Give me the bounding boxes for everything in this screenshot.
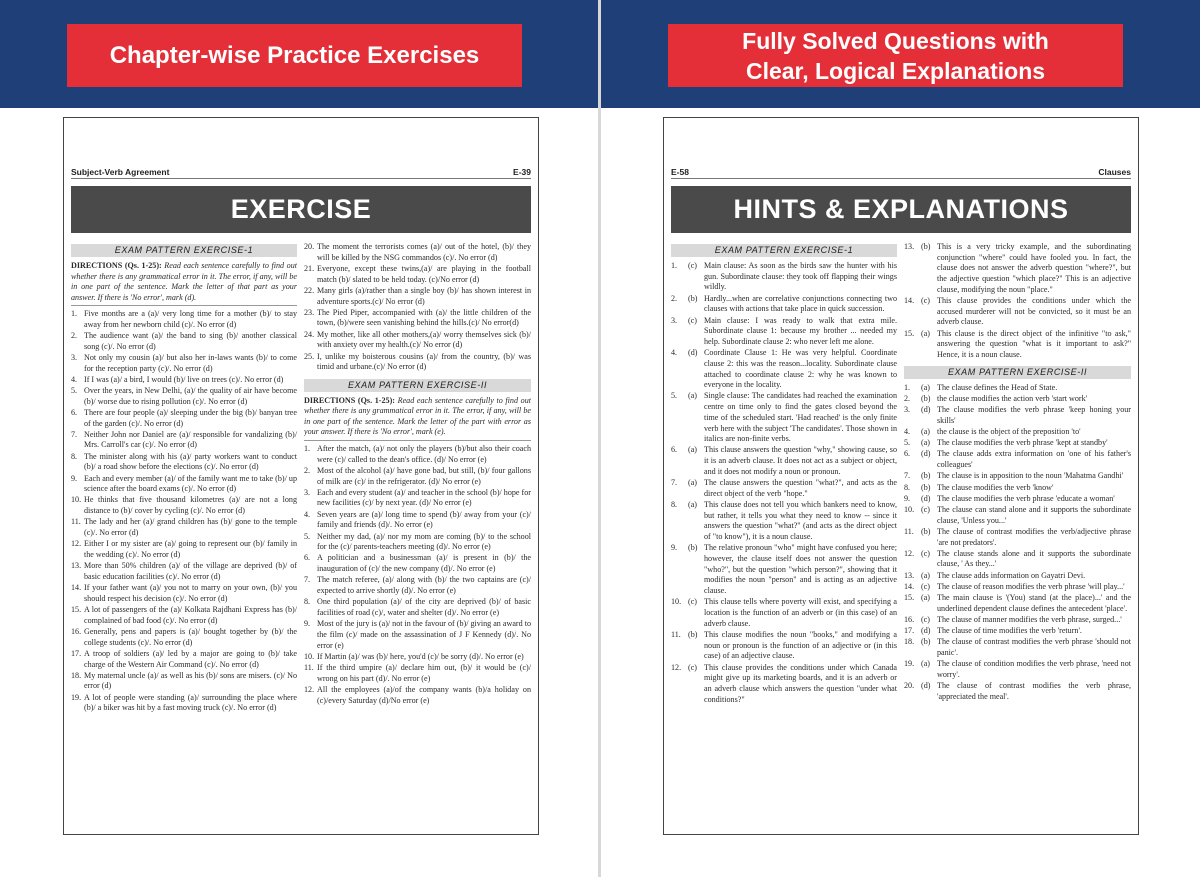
hint-text: The clause can stand alone and it supports the subordinate clause, 'Unless you...' [937, 504, 1131, 525]
hint-item [671, 663, 897, 706]
answer-key: (c) [921, 615, 930, 624]
question-number: 3. [304, 487, 311, 497]
hint-number: 15. [904, 328, 915, 338]
hint-number: 12. [671, 662, 682, 672]
directions-lead: DIRECTIONS (Qs. 1-25): [304, 395, 395, 405]
question-text: The lady and her (a)/ grand children has (b)/ gone to the temple (c)/. No error (d) [84, 517, 297, 538]
hint-item [671, 316, 897, 348]
question-number: 1. [71, 309, 78, 318]
hint-text: Hardly...when are correlative conjunctions connecting two clauses with actions that take place in quick succession. [704, 293, 897, 314]
question-item [304, 444, 531, 465]
hint-item [904, 438, 1131, 449]
hint-text: The clause modifies the verb phrase 'educate a woman' [937, 493, 1115, 503]
hint-text: Coordinate Clause 1: He was very helpful. Coordinate clause 2: this was the reason...locality. Subordinate clause attached to coordinate clause 2: why he was known to everyone in the locality. [704, 348, 897, 390]
question-text: Many girls (a)/rather than a single boy (b)/ has shown interest in adventure sports.(c)/ No error (d) [317, 285, 531, 306]
page-number: E-58 [671, 167, 689, 177]
question-number: 19. [71, 692, 82, 702]
question-item [304, 488, 531, 509]
hint-text: The clause is in apposition to the noun 'Mahatma Gandhi' [937, 471, 1124, 481]
answer-key: (b) [921, 242, 931, 251]
answer-key: (a) [921, 438, 930, 448]
question-item [304, 532, 531, 553]
hint-text: The clause stands alone and it supports the subordinate clause, ' As they...' [937, 548, 1131, 569]
question-number: 5. [304, 531, 311, 541]
question-number: 14. [71, 583, 82, 593]
hint-text: The main clause is '(You) stand (at the place)...' and the underlined dependent clause defines the antecedent 'place'. [937, 593, 1131, 613]
hint-item [904, 637, 1131, 658]
hint-item [671, 478, 897, 499]
hint-item [904, 681, 1131, 702]
hint-text: This clause provides the conditions under which the accused murderer will not be convicted, so it must be an adverb clause. [937, 296, 1131, 327]
question-text: Neither my dad, (a)/ nor my mom are coming (b)/ to the school for the (c)/ parents-teachers meeting (d)/. No error (e) [317, 531, 531, 552]
answer-key: (b) [921, 637, 931, 647]
hint-item [904, 505, 1131, 526]
hint-number: 5. [904, 438, 911, 448]
question-item [71, 517, 297, 538]
answer-key: (d) [688, 348, 698, 358]
answer-key: (a) [688, 391, 697, 401]
answer-key: (c) [688, 597, 697, 607]
hint-text: The clause adds information on Gayatri Devi. [937, 570, 1086, 580]
question-number: 7. [71, 429, 78, 439]
hint-item [671, 391, 897, 445]
question-text: A troop of soldiers (a)/ led by a major are going to (b)/ take charge of the Western Air Command (c)/. No error (d) [84, 648, 297, 669]
question-item [304, 652, 531, 663]
hint-item [904, 471, 1131, 482]
question-text: If I was (a)/ a bird, I would (b)/ live on trees (c)/. No error (d) [84, 374, 284, 384]
question-number: 25. [304, 351, 315, 361]
question-item [304, 242, 531, 263]
answer-key: (d) [921, 626, 931, 636]
hint-number: 19. [904, 659, 915, 669]
answer-key: (a) [688, 478, 697, 488]
hint-text: This is a very tricky example, and the subordinating conjunction "where" could have fooled you. In fact, the clause does not answer the adverb question "where?", but the adjective question "which place?" This is an adjective clause, modifying the noun "place." [937, 242, 1131, 294]
question-text: A lot of passengers of the (a)/ Kolkata Rajdhani Express has (b)/ complained of bad food (c)/. No error (d) [84, 604, 297, 625]
hint-item [904, 427, 1131, 438]
hint-number: 1. [904, 382, 911, 392]
hint-item [904, 483, 1131, 494]
hint-number: 8. [904, 482, 911, 492]
hint-text: The clause answers the question "what?", and acts as the direct object of the verb "hope." [704, 478, 897, 498]
directions [71, 261, 297, 306]
hint-text: the clause modifies the action verb 'start work' [937, 393, 1088, 403]
question-item [304, 510, 531, 531]
question-text: I, unlike my boisterous cousins (a)/ from the country, (b)/ was timid and urbane.(c)/ No error (d) [317, 351, 531, 372]
hint-item [904, 405, 1131, 426]
column-left [71, 242, 297, 824]
question-text: Each and every student (a)/ and teacher in the school (b)/ hope for new facilities (c)/ by next year. (d)/ No error (e) [317, 487, 531, 508]
answer-key: (d) [921, 405, 931, 415]
answer-key: (a) [921, 328, 930, 338]
question-number: 12. [71, 539, 82, 549]
question-text: He thinks that five thousand kilometres (a)/ are not a long distance to (b)/ cover by cycling (c)/. No error (d) [84, 495, 297, 516]
question-text: Over the years, in New Delhi, (a)/ the quality of air have become (b)/ worse due to rising pollution (c)/. No error (d) [84, 385, 297, 406]
question-number: 10. [304, 651, 315, 661]
hint-number: 3. [904, 405, 911, 415]
question-number: 24. [304, 329, 315, 339]
section-heading: EXAM PATTERN EXERCISE-II [304, 379, 531, 392]
question-number: 21. [304, 263, 315, 273]
question-item [71, 605, 297, 626]
hint-number: 11. [904, 526, 914, 536]
hint-number: 12. [904, 548, 915, 558]
hint-number: 16. [904, 615, 915, 624]
hint-text: Main clause: I was ready to walk that extra mile. Subordinate clause 1: because my brother ... needed my help. Subordinate clause 2: who never left me alone. [704, 315, 897, 346]
directions-body: Read each sentence carefully to find out whether there is any grammatical error in it. The error, if any, will be in one part of the sentence. Mark the letter of the part with error as your answer. If there is 'No error', mark (e). [304, 395, 531, 437]
question-text: The audience want (a)/ the band to sing (b)/ another classical song (c)/. No error (d) [84, 330, 297, 351]
hint-number: 18. [904, 637, 915, 647]
hint-number: 10. [904, 504, 915, 514]
question-item [71, 627, 297, 648]
question-item [71, 583, 297, 604]
question-number: 1. [304, 443, 311, 453]
page-title: EXERCISE [71, 186, 531, 233]
banner-right: Fully Solved Questions with Clear, Logical Explanations [668, 24, 1123, 87]
hint-item [904, 615, 1131, 626]
answer-key: (a) [921, 570, 930, 580]
hint-item [904, 549, 1131, 570]
hint-number: 5. [671, 391, 678, 401]
question-item [71, 408, 297, 429]
hint-item [904, 582, 1131, 593]
question-number: 17. [71, 648, 82, 658]
answer-key: (c) [921, 504, 930, 514]
question-text: Everyone, except these twins,(a)/ are playing in the football match (b)/ slated to be held today. (c)/No error (d) [317, 263, 531, 284]
question-number: 7. [304, 575, 311, 585]
question-item [304, 264, 531, 285]
hint-number: 2. [904, 393, 911, 403]
question-item [71, 495, 297, 516]
hint-number: 6. [671, 445, 678, 455]
hint-item [904, 571, 1131, 582]
question-text: One third population (a)/ of the city are deprived (b)/ of basic facilities of road (c)/, water and shelter (d)/. No error (e) [317, 597, 531, 617]
answer-key: (d) [921, 493, 931, 503]
question-item [304, 330, 531, 351]
question-item [304, 663, 531, 684]
answer-key: (c) [921, 581, 930, 591]
question-number: 23. [304, 307, 315, 317]
question-text: The moment the terrorists comes (a)/ out of the hotel, (b)/ they will be killed by the NSG commandos (c)/. No error (d) [317, 242, 531, 262]
hint-number: 17. [904, 626, 915, 636]
hint-item [904, 593, 1131, 614]
question-item [71, 561, 297, 582]
hint-text: The clause modifies the verb phrase 'kept at standby' [937, 438, 1108, 448]
hint-text: This clause does not tell you which bankers need to know, but rather, it tells you what they need to know -- since it answers the question "what?" (and acts as the direct object of "to know"), it is a noun clause. [704, 499, 897, 542]
question-text: Seven years are (a)/ long time to spend (b)/ away from your (c)/ family and friends (d)/. No error (e) [317, 509, 531, 530]
question-text: The minister along with his (a)/ party workers want to conduct (b)/ a road show before the elections (c)/. No error (d) [84, 451, 297, 472]
hint-text: The relative pronoun "who" might have confused you here; however, the clause itself does not answer the question "who?", but the question "which person?", showing that it modifies the noun "person" and is acting as an adjective clause. [704, 543, 897, 596]
question-text: If your father want (a)/ you not to marry on your own, (b)/ you should respect his decision (c)/. No error (d) [84, 583, 297, 603]
answer-key: (a) [921, 659, 930, 669]
hint-text: The clause adds extra information on 'one of his father's colleagues' [937, 449, 1131, 470]
hint-number: 1. [671, 261, 678, 270]
hint-item [671, 543, 897, 597]
question-number: 11. [71, 517, 81, 527]
hint-text: The clause of time modifies the verb 'return'. [937, 626, 1082, 636]
hint-number: 13. [904, 242, 915, 251]
question-number: 8. [71, 451, 78, 461]
answer-key: (a) [688, 499, 697, 509]
hint-item [904, 296, 1131, 328]
hint-text: This clause is the direct object of the infinitive "to ask," answering the question "what is it important to ask?" Hence, it is a noun clause. [937, 328, 1131, 360]
question-text: More than 50% children (a)/ of the village are deprived (b)/ of basic education facilities (c)/. No error (d) [84, 561, 297, 581]
question-number: 9. [71, 473, 78, 483]
answer-key: (a) [921, 382, 930, 392]
question-text: Generally, pens and papers is (a)/ bought together by (b)/ the college students (c)/. No error (d) [84, 626, 297, 647]
question-number: 16. [71, 626, 82, 636]
hint-item [904, 449, 1131, 470]
section-heading: EXAM PATTERN EXERCISE-1 [71, 244, 297, 257]
hint-number: 6. [904, 449, 911, 459]
answer-key: (b) [921, 471, 931, 481]
section-heading: EXAM PATTERN EXERCISE-1 [671, 244, 897, 257]
question-item [71, 375, 297, 386]
question-item [304, 352, 531, 373]
hint-text: The clause of manner modifies the verb phrase, surged...' [937, 615, 1122, 624]
question-text: The Pied Piper, accompanied with (a)/ the little children of the town, (b)/were seen vanishing behind the hills.(c)/ No error(d) [317, 307, 531, 328]
question-number: 5. [71, 385, 78, 395]
answer-key: (b) [921, 526, 931, 536]
question-text: Each and every member (a)/ of the family want me to take (b)/ up science after the board exams (c)/. No error (d) [84, 473, 297, 494]
question-text: If Martin (a)/ was (b)/ here, you'd (c)/ be sorry (d)/. No error (e) [317, 651, 524, 661]
hint-number: 11. [671, 629, 681, 639]
question-text: Most of the jury is (a)/ not in the favour of (b)/ giving an award to the film (c)/ made on the assassination of J F Kennedy (d)/. No error (e) [317, 619, 531, 650]
question-item [71, 309, 297, 330]
question-number: 15. [71, 604, 82, 614]
question-text: My mother, like all other mothers,(a)/ worry themselves sick (b)/ with anxiety over my health.(c)/ No error (d) [317, 329, 531, 350]
question-number: 12. [304, 684, 315, 694]
hint-text: The clause defines the Head of State. [937, 382, 1058, 392]
exercise-page [63, 117, 539, 835]
answer-key: (b) [688, 543, 698, 553]
answer-key: (c) [688, 662, 697, 672]
question-number: 4. [71, 374, 78, 384]
running-head [71, 167, 531, 179]
question-number: 20. [304, 242, 315, 251]
question-item [71, 671, 297, 692]
section-heading: EXAM PATTERN EXERCISE-II [904, 366, 1131, 379]
answer-key: (b) [921, 393, 931, 403]
question-text: Five months are a (a)/ very long time for a mother (b)/ to stay away from her newborn child (c)/. No error (d) [84, 309, 297, 329]
hint-item [671, 261, 897, 293]
answer-key: (c) [688, 261, 697, 270]
hint-text: The clause of contrast modifies the verb phrase 'should not panic'. [937, 637, 1131, 658]
answer-key: (a) [921, 427, 930, 437]
directions [304, 396, 531, 441]
question-item [71, 430, 297, 451]
question-item [304, 308, 531, 329]
question-number: 4. [304, 509, 311, 519]
hint-item [904, 394, 1131, 405]
hint-item [671, 500, 897, 543]
question-number: 8. [304, 597, 311, 607]
question-number: 2. [71, 330, 78, 340]
hint-text: The clause of contrast modifies the verb/adjective phrase 'are not predators'. [937, 526, 1131, 547]
column-left [671, 242, 897, 824]
question-item [71, 452, 297, 473]
answer-key: (c) [688, 315, 697, 325]
column-right [304, 242, 531, 824]
question-text: Either I or my sister are (a)/ going to represent our (b)/ family in the wedding (c)/. No error (d) [84, 539, 297, 559]
running-head [671, 167, 1131, 179]
question-text: Neither John nor Daniel are (a)/ responsible for vandalizing (b)/ Mrs. Carroll's car (c)/. No error (d) [84, 429, 297, 450]
question-number: 18. [71, 670, 82, 680]
solutions-page [663, 117, 1139, 835]
question-number: 2. [304, 465, 311, 475]
question-item [71, 331, 297, 352]
question-number: 10. [71, 495, 82, 505]
question-text: All the employees (a)/of the company wants (b)/a holiday on (c)/every Saturday (d)/No error (e) [317, 684, 531, 705]
question-number: 11. [304, 663, 314, 672]
page-number: E-39 [513, 167, 531, 177]
question-item [71, 353, 297, 374]
question-item [304, 286, 531, 307]
hint-number: 2. [671, 293, 678, 303]
hint-text: Main clause: As soon as the birds saw the hunter with his gun. Subordinate clause: they took off flapping their wings wildly. [704, 261, 897, 292]
question-item [71, 539, 297, 560]
center-divider [598, 0, 601, 877]
answer-key: (d) [921, 681, 931, 691]
hint-item [671, 348, 897, 391]
hint-text: This clause modifies the noun "books," and modifying a noun or pronoun is the function of an adjective or (in this case) of an adjective clause. [704, 629, 897, 661]
question-item [304, 575, 531, 596]
hint-number: 7. [671, 478, 678, 488]
hint-text: This clause provides the conditions under which Canada might give up its marketing boards, and it is an adverb or an adverb clause which answers the question "under what conditions?" [704, 662, 897, 704]
hint-item [904, 383, 1131, 394]
question-number: 22. [304, 285, 315, 295]
answer-key: (c) [921, 548, 930, 558]
question-number: 3. [71, 352, 78, 362]
question-number: 6. [71, 407, 78, 417]
question-text: Not only my cousin (a)/ but also her in-laws wants (b)/ to come for the reception party (c)/. No error (d) [84, 352, 297, 373]
directions-body: Read each sentence carefully to find out whether there is any grammatical error in it. The error, if any, will be in one part of the sentence. Mark the letter of that part as your answer. If there is 'No error', mark (d). [71, 261, 297, 302]
answer-key: (a) [688, 445, 697, 455]
banner-left: Chapter-wise Practice Exercises [67, 24, 522, 87]
hint-item [671, 294, 897, 315]
question-text: If the third umpire (a)/ declare him out, (b)/ it would be (c)/ wrong on his part (d)/. No error (e) [317, 663, 531, 683]
question-text: My maternal uncle (a)/ as well as his (b)/ sons are misers. (c)/ No error (d) [84, 670, 297, 691]
question-item [71, 474, 297, 495]
hint-number: 14. [904, 581, 915, 591]
directions-lead: DIRECTIONS (Qs. 1-25): [71, 261, 162, 270]
question-item [71, 649, 297, 670]
hint-number: 9. [904, 493, 911, 503]
question-text: Most of the alcohol (a)/ have gone bad, but still, (b)/ four gallons of milk are (c)/ in the refrigerator. (d)/ No error (e) [317, 465, 531, 486]
chapter-name: Subject-Verb Agreement [71, 167, 170, 177]
answer-key: (b) [688, 293, 698, 303]
hint-item [671, 630, 897, 662]
answer-key: (d) [921, 449, 931, 459]
question-item [304, 553, 531, 574]
answer-key: (b) [688, 629, 698, 639]
question-number: 13. [71, 561, 82, 571]
hint-number: 14. [904, 296, 915, 306]
hint-item [904, 659, 1131, 680]
hint-text: The clause modifies the verb phrase 'keep honing your skills' [937, 405, 1131, 425]
question-number: 6. [304, 553, 311, 563]
question-item [304, 466, 531, 487]
hint-number: 7. [904, 471, 911, 481]
hint-text: The clause of reason modifies the verb phrase 'will play...' [937, 581, 1125, 591]
hint-number: 20. [904, 681, 915, 691]
question-text: There are four people (a)/ sleeping under the big (b)/ banyan tree of the garden (c)/. No error (d) [84, 407, 297, 428]
question-number: 9. [304, 619, 311, 629]
question-item [304, 597, 531, 618]
hint-item [671, 597, 897, 629]
hint-number: 4. [904, 427, 911, 437]
hint-item [904, 242, 1131, 296]
hint-text: The clause of condition modifies the verb phrase, 'need not worry'. [937, 659, 1131, 680]
hint-text: This clause tells where poverty will exist, and specifying a location is the function of an adverb or (in this case) of an adverb clause. [704, 597, 897, 628]
question-item [304, 685, 531, 706]
hint-text: This clause answers the question "why," showing cause, so it is an adverb clause. It does not act as a subject or object, and it does not modify a noun or pronoun. [704, 445, 897, 476]
question-item [304, 619, 531, 651]
question-text: After the match, (a)/ not only the players (b)/but also their coach were (c)/ called to the dean's office. (d)/ No error (e) [317, 443, 531, 464]
page-title: HINTS & EXPLANATIONS [671, 186, 1131, 233]
question-item [71, 386, 297, 407]
question-text: The match referee, (a)/ along with (b)/ the two captains are (c)/ expected to arrive shortly (d)/. No error (e) [317, 575, 531, 596]
hint-number: 9. [671, 543, 678, 553]
hint-text: The clause of contrast modifies the verb phrase, 'appreciated the meal'. [937, 681, 1131, 701]
hint-item [904, 527, 1131, 548]
hint-item [904, 329, 1131, 361]
hint-number: 3. [671, 315, 678, 325]
hint-text: The clause modifies the verb 'know' [937, 482, 1054, 492]
column-right [904, 242, 1131, 824]
hint-number: 10. [671, 597, 682, 607]
hint-item [904, 626, 1131, 637]
question-text: A politician and a businessman (a)/ is present in (b)/ the inauguration of (c)/ the new company (d)/. No error (e) [317, 553, 531, 574]
answer-key: (b) [921, 482, 931, 492]
hint-number: 15. [904, 593, 915, 603]
hint-item [671, 445, 897, 477]
hint-text: Single clause: The candidates had reached the examination centre on time only to find the gates closed beyond the time of the scheduled start. 'Had reached' is the only finite verb here with the subject 'The candidates'. Those shown in italics are non-finite verbs. [704, 391, 897, 444]
hint-number: 8. [671, 499, 678, 509]
question-item [71, 693, 297, 714]
hint-number: 4. [671, 348, 678, 358]
answer-key: (a) [921, 593, 930, 603]
hint-text: the clause is the object of the preposition 'to' [937, 427, 1081, 437]
hint-item [904, 494, 1131, 505]
hint-number: 13. [904, 570, 915, 580]
answer-key: (c) [921, 296, 930, 306]
question-text: A lot of people were standing (a)/ surrounding the place where (b)/ a biker was hit by a fast moving truck (c)/. No error (d) [84, 692, 297, 713]
chapter-name: Clauses [1098, 167, 1131, 177]
